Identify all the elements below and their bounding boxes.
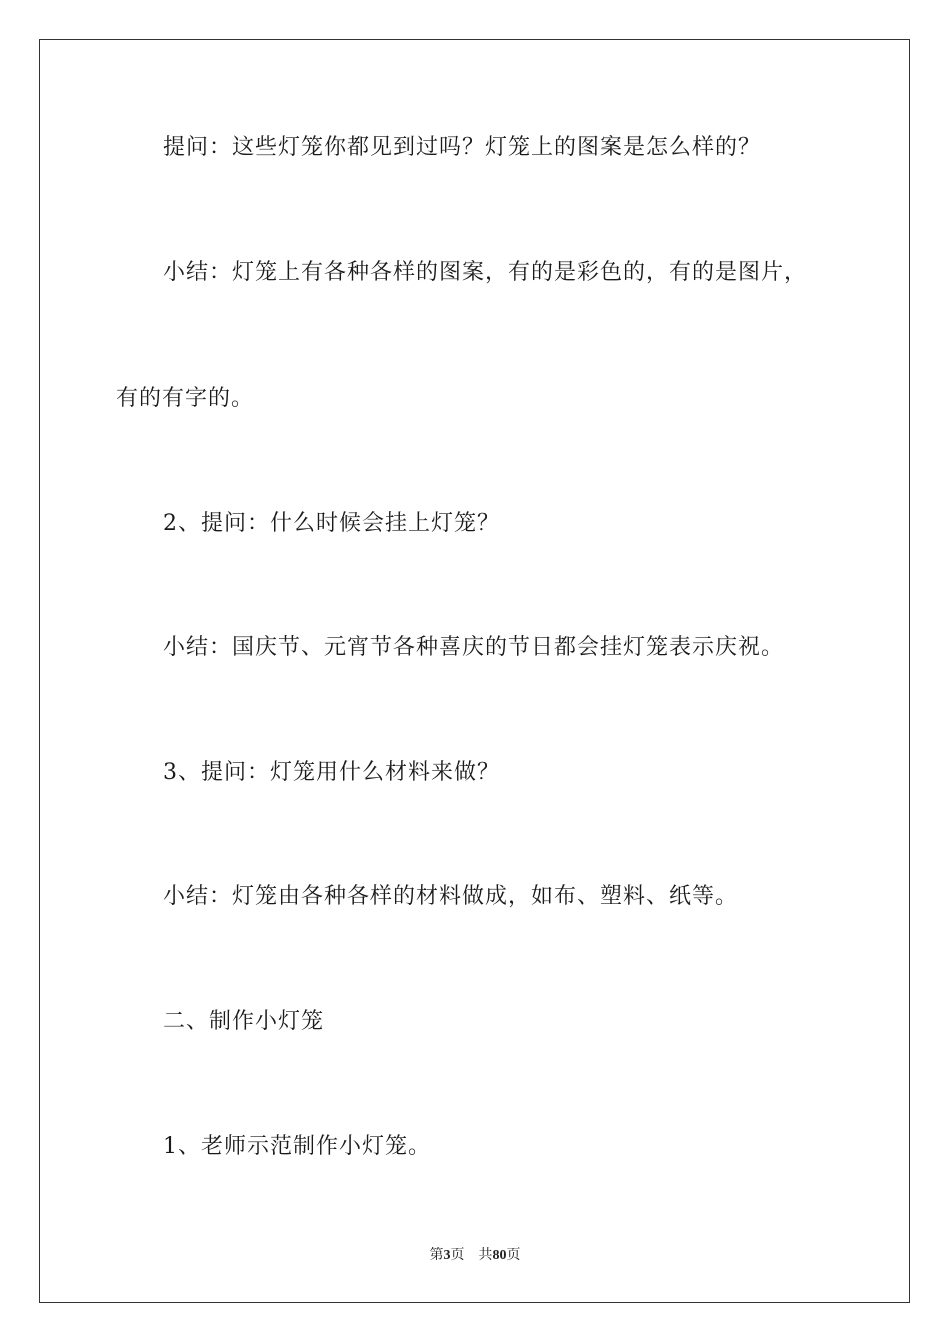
page-suffix: 页 [450,1248,465,1263]
total-prefix: 共 [478,1248,493,1263]
paragraph: 1、老师示范制作小灯笼。 [163,1134,431,1159]
total-suffix: 页 [506,1248,521,1263]
page-number: 3 [443,1248,451,1263]
paragraph: 3、提问：灯笼用什么材料来做？ [163,760,500,785]
paragraph: 提问：这些灯笼你都见到过吗？灯笼上的图案是怎么样的？ [163,135,762,160]
page-footer [0,1247,950,1265]
paragraph: 小结：灯笼由各种各样的材料做成，如布、塑料、纸等。 [163,884,739,909]
paragraph: 小结：灯笼上有各种各样的图案，有的是彩色的，有的是图片， [163,260,808,285]
page-prefix: 第 [429,1248,444,1263]
paragraph-continuation: 有的有字的。 [116,386,255,411]
paragraph: 2、提问：什么时候会挂上灯笼？ [163,511,500,536]
section-heading: 二、制作小灯笼 [163,1009,325,1034]
total-pages: 80 [492,1248,507,1263]
paragraph: 小结：国庆节、元宵节各种喜庆的节日都会挂灯笼表示庆祝。 [163,635,785,660]
page-border [39,39,910,1303]
